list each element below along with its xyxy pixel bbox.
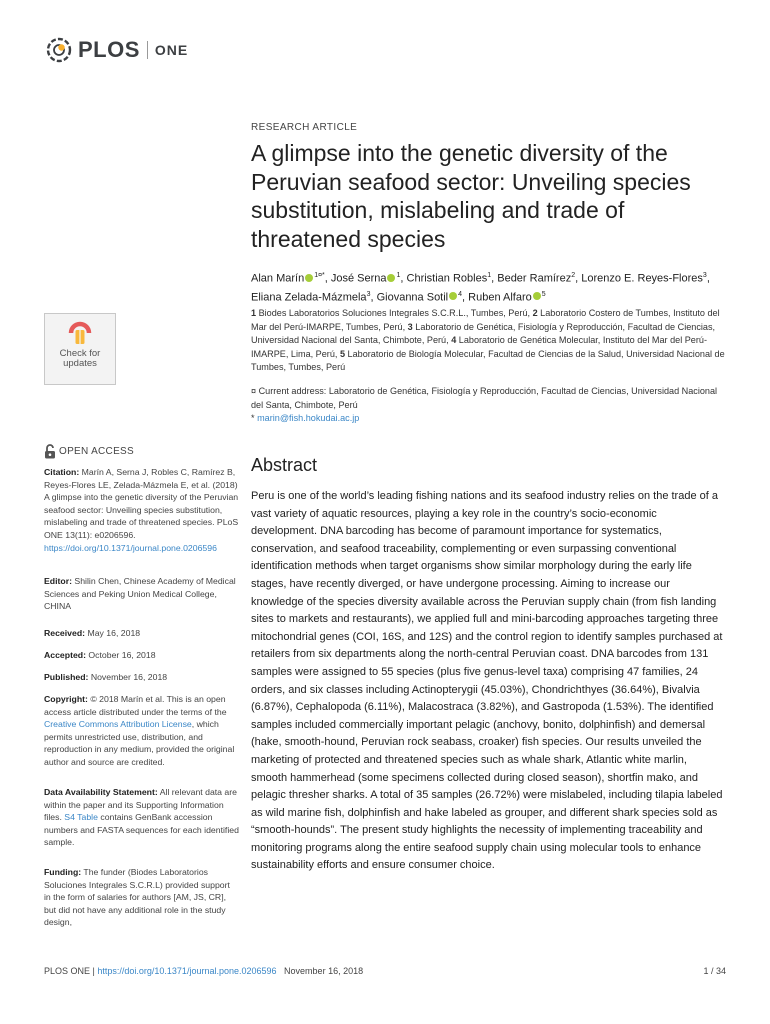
citation-block xyxy=(44,466,239,554)
orcid-icon[interactable] xyxy=(449,292,457,300)
funding-label: Funding: xyxy=(44,867,82,877)
copyright-label: Copyright: xyxy=(44,694,88,704)
editor-text: Shilin Chen, Chinese Academy of Medical Sciences and Peking Union Medical College, CHINA xyxy=(44,576,236,612)
copyright-block xyxy=(44,693,239,769)
plos-logo-icon xyxy=(44,35,74,65)
author-name[interactable]: , Beder Ramírez xyxy=(491,272,572,285)
author-affil: 1 xyxy=(487,272,492,279)
author-name[interactable]: , Giovanna Sotil xyxy=(370,291,449,304)
page-footer xyxy=(44,966,363,976)
data-availability-text-cont: contains GenBank accession numbers and FASTA sequences for each identified sample. xyxy=(44,812,239,848)
email-line xyxy=(251,412,726,426)
affil-number: 2 xyxy=(532,308,538,318)
open-lock-icon xyxy=(44,444,56,459)
email-marker: * xyxy=(251,413,255,424)
footer-doi-link[interactable]: https://doi.org/10.1371/journal.pone.0206596 xyxy=(97,966,277,976)
affil-number: 4 xyxy=(451,335,457,346)
check-for-updates-badge[interactable] xyxy=(44,313,116,385)
author-affil: 4 xyxy=(458,290,463,298)
abstract-heading: Abstract xyxy=(251,455,318,475)
article-type: RESEARCH ARTICLE xyxy=(251,122,358,133)
affiliations xyxy=(251,307,726,375)
logo-one-text: ONE xyxy=(154,42,189,58)
author-name[interactable]: , Ruben Alfaro xyxy=(462,291,532,304)
orcid-icon[interactable] xyxy=(387,274,395,282)
author-name[interactable]: Alan Marín xyxy=(251,272,305,285)
published-label: Published: xyxy=(44,672,89,682)
email-link[interactable]: marin@fish.hokudai.ac.jp xyxy=(257,413,360,424)
author-affil: 3 xyxy=(366,290,371,298)
citation-doi-link[interactable]: https://doi.org/10.1371/journal.pone.0206596 xyxy=(44,542,217,553)
copyright-text-cont: , which permits unrestricted use, distribution, and reproduction in any medium, provided the original author and source are credited. xyxy=(44,719,235,767)
open-access-text: OPEN ACCESS xyxy=(59,446,134,457)
crossmark-icon xyxy=(67,321,93,347)
orcid-icon[interactable] xyxy=(533,292,541,300)
funding-text: The funder (Biodes Laboratorios Soluciones Integrales S.C.R.L) provided support in the form of salaries for authors [AM, JS, CR], but did not have any additional role in the study design, xyxy=(44,867,230,928)
editor-label: Editor: xyxy=(44,576,72,586)
logo-divider xyxy=(147,41,148,59)
data-availability-block xyxy=(44,786,239,849)
received-date: May 16, 2018 xyxy=(87,628,141,638)
affil-text: Laboratorio Costero de Tumbes, Instituto del Mar del Perú-IMARPE, Tumbes, Perú, xyxy=(251,308,720,332)
author-affil: 1¤* xyxy=(314,272,325,279)
author-affil: 5 xyxy=(541,290,546,298)
accepted-label: Accepted: xyxy=(44,650,86,660)
affil-number: 5 xyxy=(339,348,346,359)
published-date: November 16, 2018 xyxy=(90,672,168,682)
affil-number: 1 xyxy=(251,308,257,318)
author-name[interactable]: , Eliana Zelada-Mázmela xyxy=(251,272,710,304)
open-access-label xyxy=(44,444,134,459)
s4-table-link[interactable]: S4 Table xyxy=(64,812,98,823)
received-block xyxy=(44,627,239,640)
citation-label: Citation: xyxy=(44,467,80,477)
article-title: A glimpse into the genetic diversity of the Peruvian seafood sector: Unveiling species substitution, mislabeling and trade of threatened species xyxy=(251,140,691,252)
affil-text: Laboratorio de Genética, Fisiología y Reproducción, Facultad de Ciencias, Universidad Nacional del Santa, Chimbote, Perú, xyxy=(251,321,716,346)
author-name[interactable]: , José Serna xyxy=(324,272,387,285)
accepted-date: October 16, 2018 xyxy=(88,650,156,660)
updates-label: updates xyxy=(63,358,97,369)
orcid-icon[interactable] xyxy=(305,274,313,282)
affil-text: Laboratorio de Genética Molecular, Instituto del Mar del Perú-IMARPE, Lima, Perú, xyxy=(251,335,707,359)
license-link[interactable]: Creative Commons Attribution License xyxy=(44,719,192,730)
copyright-text: © 2018 Marín et al. This is an open access article distributed under the terms of the xyxy=(44,694,227,717)
published-block xyxy=(44,671,239,684)
affil-text: Laboratorio de Biología Molecular, Facultad de Ciencias de la Salud, Universidad Nacional de Tumbes, Tumbes, Perú xyxy=(251,348,725,373)
author-list xyxy=(251,268,721,305)
affil-number: 3 xyxy=(407,321,413,332)
current-address: ¤ Current address: Laboratorio de Genética, Fisiología y Reproducción, Facultad de Ciencias, Universidad Nacional del Santa, Chimbote, Perú xyxy=(251,386,718,410)
correspondence xyxy=(251,385,726,426)
author-name[interactable]: , Christian Robles xyxy=(400,272,488,285)
journal-logo xyxy=(44,32,188,68)
footer-date: November 16, 2018 xyxy=(284,966,364,976)
author-affil: 2 xyxy=(571,272,576,279)
logo-plos-text: PLOS xyxy=(78,37,140,62)
data-availability-label: Data Availability Statement: xyxy=(44,787,158,797)
author-affil: 3 xyxy=(702,272,707,279)
abstract-text: Peru is one of the world’s leading fishing nations and its seafood industry relies on the trade of a vast variety of aquatic resources, playing a key role in the country’s socio-economic development. DNA barcoding has become of paramount importance for systematics, conservation, and seafood traceability, complementing or even surpassing conventional identification methods when target organisms show similar morphology during the early life stages, have recently diverged, or have undergone processing. Aiming to increase our knowledge of the species diversity available across the Peruvian supply chain (from fish landing sites to markets and restaurants), we applied full and mini-barcoding approaches targeting three mitochondrial genes (COI, 16S, and 12S) and the control region to identify samples purchased at retailers from six departments along the north-central Peruvian coast. DNA barcodes from 131 samples were assigned to 55 species (plus five genus-level taxa) comprising 47 families, 24 orders, and six classes including Actinopterygii (45.03%), Chondrichthyes (36.64%), Bivalvia (6.87%), Cephalopoda (6.11%), Malacostraca (3.82%), and Gastropoda (1.53%). The identified samples included commercially important pelagic (anchovy, bonito, dolphinfish) and demersal (hake, smooth-hound, Peruvian rock seabass, croaker) fish species. Our results unveiled the marketing of protected and threatened species such as whale shark, Atlantic white marlin, smooth hammerhead (some specimens collected during closed season), shortfin mako, and pelagic thresher sharks. A total of 35 samples (26.72%) were mislabeled, including tilapia labeled as wild marine fish, dolphinfish and hake labeled as grouper, and different shark species sold as “smooth-hounds”. The present study highlights the necessity of implementing traceability and monitoring programs along the entire seafood supply chain using molecular tools to enhance sustainability efforts and ensure consumer choice. xyxy=(251,490,723,872)
data-availability-text: All relevant data are within the paper and its Supporting Information files. xyxy=(44,787,237,823)
accepted-block xyxy=(44,649,239,662)
editor-block xyxy=(44,575,239,613)
received-label: Received: xyxy=(44,628,86,638)
funding-block xyxy=(44,866,239,929)
footer-journal: PLOS ONE | xyxy=(44,966,95,976)
check-for-label: Check for xyxy=(59,348,101,359)
citation-text: Marín A, Serna J, Robles C, Ramírez B, Reyes-Flores LE, Zelada-Mázmela E, et al. (2018) A glimpse into the genetic diversity of the Peruvian seafood sector: Unveiling species substitution, mislabeling and trade of threatened species. PLoS ONE 13(11): e0206596. xyxy=(44,467,239,540)
page-number: 1 / 34 xyxy=(703,966,726,976)
affil-text: Biodes Laboratorios Soluciones Integrales S.C.R.L., Tumbes, Perú, xyxy=(258,308,531,318)
author-name[interactable]: , Lorenzo E. Reyes-Flores xyxy=(575,272,703,285)
author-affil: 1 xyxy=(396,272,401,279)
